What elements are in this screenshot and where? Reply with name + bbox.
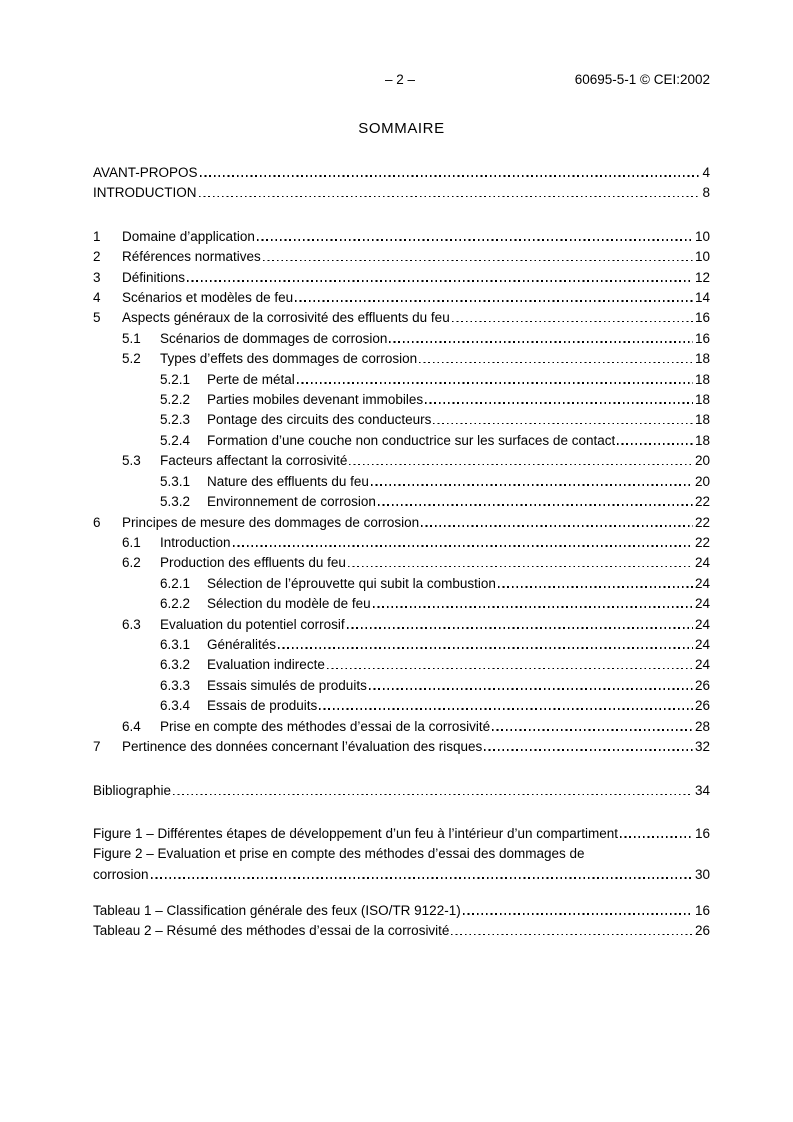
toc-entry-page: 16 xyxy=(694,903,710,918)
toc-entry-label: Pertinence des données concernant l’évaluation des risques xyxy=(122,738,483,754)
toc-entry-page: 8 xyxy=(702,185,710,201)
toc-entry-page: 30 xyxy=(694,866,710,882)
toc-dotted-leader xyxy=(349,464,693,466)
toc-entry xyxy=(93,781,710,801)
toc-entry-page: 20 xyxy=(694,453,710,469)
toc-entry xyxy=(93,472,710,492)
toc-dotted-leader xyxy=(373,606,693,608)
toc-entry xyxy=(93,268,710,288)
toc-entry-number: 6.2 xyxy=(122,555,141,571)
table-of-contents xyxy=(93,163,710,942)
toc-entry-number: 6.3.4 xyxy=(160,698,191,714)
toc-group-figures xyxy=(93,824,710,885)
toc-entry-page: 16 xyxy=(694,825,710,841)
toc-entry-number: 1 xyxy=(93,228,101,244)
toc-entry-number: 5.2 xyxy=(122,351,141,367)
toc-entry-page: 16 xyxy=(694,310,710,326)
toc-entry xyxy=(93,615,710,635)
toc-entry-page: 18 xyxy=(694,351,710,367)
toc-entry-label: Types d’effets des dommages de corrosion xyxy=(160,351,418,367)
toc-group-biblio xyxy=(93,781,710,801)
toc-entry-page: 24 xyxy=(694,616,710,632)
toc-entry xyxy=(93,513,710,533)
toc-entry-number: 6.3 xyxy=(122,616,141,632)
toc-entry-number: 6.4 xyxy=(122,718,141,734)
toc-entry-label: Pontage des circuits des conducteurs xyxy=(207,412,432,428)
toc-entry-page: 4 xyxy=(702,165,710,180)
toc-entry-page: 26 xyxy=(694,677,710,693)
toc-entry-label: corrosion xyxy=(93,866,149,882)
toc-dotted-leader xyxy=(347,627,693,629)
toc-dotted-leader xyxy=(348,566,693,568)
toc-entry-label: Définitions xyxy=(122,269,186,285)
toc-entry-label: Généralités xyxy=(207,636,277,652)
toc-entry-number: 5.3.1 xyxy=(160,473,191,489)
toc-entry-page: 26 xyxy=(694,698,710,714)
page-number-marker: – 2 – xyxy=(384,72,416,87)
toc-dotted-leader xyxy=(433,423,693,425)
toc-dotted-leader xyxy=(173,794,693,796)
toc-dotted-leader xyxy=(187,280,693,282)
toc-entry-number: 6.3.2 xyxy=(160,657,191,673)
toc-dotted-leader xyxy=(463,913,693,915)
toc-entry xyxy=(93,183,710,203)
toc-entry-number: 5.2.1 xyxy=(160,371,191,387)
toc-entry-page: 18 xyxy=(694,412,710,428)
toc-dotted-leader xyxy=(369,688,693,690)
toc-entry-page: 22 xyxy=(694,494,710,510)
toc-dotted-leader xyxy=(389,341,693,343)
toc-entry-page: 10 xyxy=(694,228,710,244)
toc-entry xyxy=(93,410,710,430)
toc-group-front xyxy=(93,163,710,204)
toc-dotted-leader xyxy=(297,382,693,384)
document-reference: 60695-5-1 © CEI:2002 xyxy=(574,72,710,87)
toc-dotted-leader xyxy=(451,934,693,936)
toc-entry-label: INTRODUCTION xyxy=(93,185,197,201)
toc-dotted-leader xyxy=(151,877,693,879)
toc-entry-label: Essais de produits xyxy=(207,698,318,714)
toc-entry-label: Scénarios et modèles de feu xyxy=(122,290,294,306)
toc-dotted-leader xyxy=(233,545,693,547)
toc-dotted-leader xyxy=(295,300,693,302)
toc-entry-page: 24 xyxy=(694,636,710,652)
toc-entry xyxy=(93,288,710,308)
toc-entry-label: Sélection de l’éprouvette qui subit la combustion xyxy=(207,575,496,591)
toc-entry-page: 22 xyxy=(694,514,710,530)
toc-entry-number: 5 xyxy=(93,310,101,326)
toc-entry xyxy=(93,227,710,247)
toc-entry-number: 7 xyxy=(93,738,101,754)
toc-entry-label: Aspects généraux de la corrosivité des effluents du feu xyxy=(122,310,450,326)
toc-dotted-leader xyxy=(492,729,693,731)
toc-entry xyxy=(93,163,710,183)
toc-entry xyxy=(93,844,710,864)
toc-dotted-leader xyxy=(452,321,693,323)
toc-entry xyxy=(93,655,710,675)
toc-entry xyxy=(93,737,710,757)
toc-entry xyxy=(93,696,710,716)
toc-entry-number: 5.1 xyxy=(122,330,141,346)
toc-entry xyxy=(93,451,710,471)
toc-entry-page: 24 xyxy=(694,575,710,591)
toc-entry-label: Bibliographie xyxy=(93,783,172,799)
toc-entry-page: 14 xyxy=(694,290,710,306)
toc-dotted-leader xyxy=(257,239,693,241)
toc-dotted-leader xyxy=(200,175,701,177)
toc-dotted-leader xyxy=(419,362,693,364)
toc-entry-label: Tableau 1 – Classification générale des feux (ISO/TR 9122-1) xyxy=(93,903,461,918)
toc-entry-label: Figure 1 – Différentes étapes de développement d’un feu à l’intérieur d’un compartiment xyxy=(93,825,619,841)
toc-entry-page: 18 xyxy=(694,432,710,448)
toc-entry-page: 20 xyxy=(694,473,710,489)
toc-entry-number: 5.2.2 xyxy=(160,392,191,408)
page-header xyxy=(93,72,710,90)
toc-entry-number: 5.3.2 xyxy=(160,494,191,510)
toc-entry-number: 5.3 xyxy=(122,453,141,469)
toc-entry-label: Figure 2 – Evaluation et prise en compte des méthodes d’essai des dommages de xyxy=(93,846,585,862)
toc-dotted-leader xyxy=(498,586,693,588)
toc-entry xyxy=(93,865,710,885)
toc-entry-label: Evaluation du potentiel corrosif xyxy=(160,616,345,632)
toc-entry xyxy=(93,574,710,594)
toc-entry xyxy=(93,308,710,328)
toc-entry-number: 6.2.2 xyxy=(160,596,191,612)
toc-entry-number: 2 xyxy=(93,249,101,265)
toc-entry xyxy=(93,370,710,390)
toc-entry-label: Références normatives xyxy=(122,249,261,265)
toc-entry-label: Domaine d’application xyxy=(122,228,255,244)
toc-entry-page: 32 xyxy=(694,738,710,754)
toc-group-numbered xyxy=(93,227,710,758)
toc-entry-label: Perte de métal xyxy=(207,371,295,387)
toc-entry-page: 24 xyxy=(694,596,710,612)
toc-dotted-leader xyxy=(263,260,693,262)
toc-entry xyxy=(93,390,710,410)
toc-entry xyxy=(93,921,710,941)
toc-title: SOMMAIRE xyxy=(358,120,445,137)
toc-dotted-leader xyxy=(371,484,693,486)
toc-entry-page: 12 xyxy=(694,269,710,285)
toc-entry-number: 5.2.4 xyxy=(160,432,191,448)
toc-entry-label: AVANT-PROPOS xyxy=(93,165,198,180)
toc-entry-label: Introduction xyxy=(160,534,231,550)
toc-entry xyxy=(93,901,710,921)
toc-dotted-leader xyxy=(484,749,693,751)
toc-entry-label: Nature des effluents du feu xyxy=(207,473,369,489)
toc-entry-page: 22 xyxy=(694,534,710,550)
toc-entry xyxy=(93,635,710,655)
toc-entry-page: 34 xyxy=(694,783,710,799)
toc-entry xyxy=(93,247,710,267)
toc-entry xyxy=(93,676,710,696)
toc-dotted-leader xyxy=(425,402,693,404)
toc-dotted-leader xyxy=(319,708,693,710)
toc-entry-label: Formation d’une couche non conductrice sur les surfaces de contact xyxy=(207,432,616,448)
toc-entry-number: 5.2.3 xyxy=(160,412,191,428)
toc-entry-page: 16 xyxy=(694,330,710,346)
toc-entry-label: Parties mobiles devenant immobiles xyxy=(207,392,424,408)
toc-entry-label: Scénarios de dommages de corrosion xyxy=(160,330,388,346)
toc-dotted-leader xyxy=(421,525,693,527)
toc-dotted-leader xyxy=(620,836,693,838)
toc-entry-page: 18 xyxy=(694,371,710,387)
toc-entry xyxy=(93,349,710,369)
toc-dotted-leader xyxy=(617,443,693,445)
toc-entry-number: 6.2.1 xyxy=(160,575,191,591)
toc-group-tables xyxy=(93,901,710,942)
toc-entry-label: Principes de mesure des dommages de corrosion xyxy=(122,514,420,530)
toc-entry-page: 28 xyxy=(694,718,710,734)
toc-entry-label: Facteurs affectant la corrosivité xyxy=(160,453,348,469)
toc-entry xyxy=(93,553,710,573)
toc-entry-number: 6.1 xyxy=(122,534,141,550)
toc-entry xyxy=(93,492,710,512)
toc-entry-page: 24 xyxy=(694,657,710,673)
toc-entry xyxy=(93,717,710,737)
toc-entry xyxy=(93,533,710,553)
toc-entry-number: 4 xyxy=(93,290,101,306)
toc-entry-number: 6 xyxy=(93,514,101,530)
toc-entry xyxy=(93,594,710,614)
toc-entry-label: Production des effluents du feu xyxy=(160,555,346,571)
toc-entry xyxy=(93,824,710,844)
toc-dotted-leader xyxy=(327,668,693,670)
toc-entry-label: Sélection du modèle de feu xyxy=(207,596,371,612)
toc-entry-number: 3 xyxy=(93,269,101,285)
toc-entry-page: 10 xyxy=(694,249,710,265)
toc-entry-page: 18 xyxy=(694,392,710,408)
toc-entry-label: Environnement de corrosion xyxy=(207,494,376,510)
toc-entry-page: 26 xyxy=(694,923,710,939)
toc-entry-number: 6.3.1 xyxy=(160,636,191,652)
toc-entry xyxy=(93,329,710,349)
toc-dotted-leader xyxy=(278,647,693,649)
toc-entry xyxy=(93,431,710,451)
toc-entry-label: Tableau 2 – Résumé des méthodes d’essai de la corrosivité xyxy=(93,923,450,939)
toc-entry-label: Evaluation indirecte xyxy=(207,657,325,673)
toc-entry-label: Essais simulés de produits xyxy=(207,677,367,693)
toc-entry-page: 24 xyxy=(694,555,710,571)
toc-dotted-leader xyxy=(378,504,693,506)
toc-entry-number: 6.3.3 xyxy=(160,677,191,693)
toc-dotted-leader xyxy=(199,196,701,198)
toc-entry-label: Prise en compte des méthodes d’essai de la corrosivité xyxy=(160,718,491,734)
